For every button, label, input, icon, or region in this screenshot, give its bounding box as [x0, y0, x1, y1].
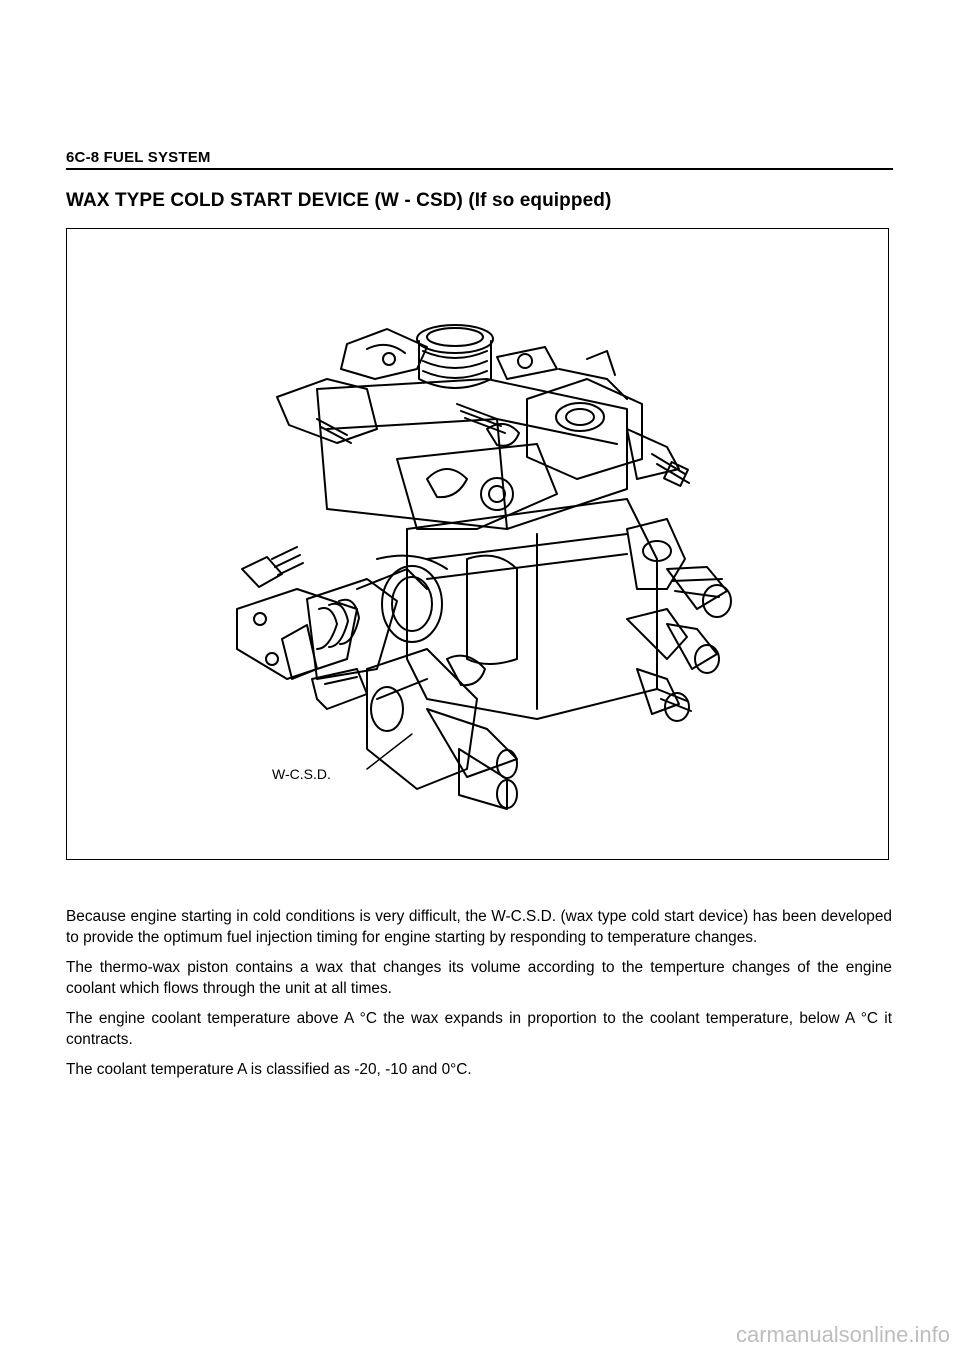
wcsd-callout-label: W-C.S.D.: [272, 766, 331, 782]
figure-frame: [66, 228, 889, 860]
section-header: 6C-8 FUEL SYSTEM: [66, 149, 211, 166]
paragraph-2: The thermo-wax piston contains a wax that changes its volume according to the temperture changes of the engine coolant which flows through the unit at all times.: [66, 959, 892, 997]
paragraph-1: Because engine starting in cold conditions is very difficult, the W-C.S.D. (wax type cold start device) has been developed to provide the optimum fuel injection timing for engine starting by responding to temperature changes.: [66, 908, 892, 946]
paragraph-3: The engine coolant temperature above A °C the wax expands in proportion to the coolant temperature, below A °C it contracts.: [66, 1010, 892, 1048]
paragraph-4: The coolant temperature A is classified as -20, -10 and 0°C.: [66, 1061, 472, 1078]
body-text: [66, 906, 892, 1089]
page-title: WAX TYPE COLD START DEVICE (W - CSD) (If so equipped): [66, 190, 612, 211]
watermark-text: carmanualsonline.info: [735, 1322, 950, 1347]
injection-pump-illustration: [67, 229, 890, 861]
header-rule: [66, 168, 893, 170]
